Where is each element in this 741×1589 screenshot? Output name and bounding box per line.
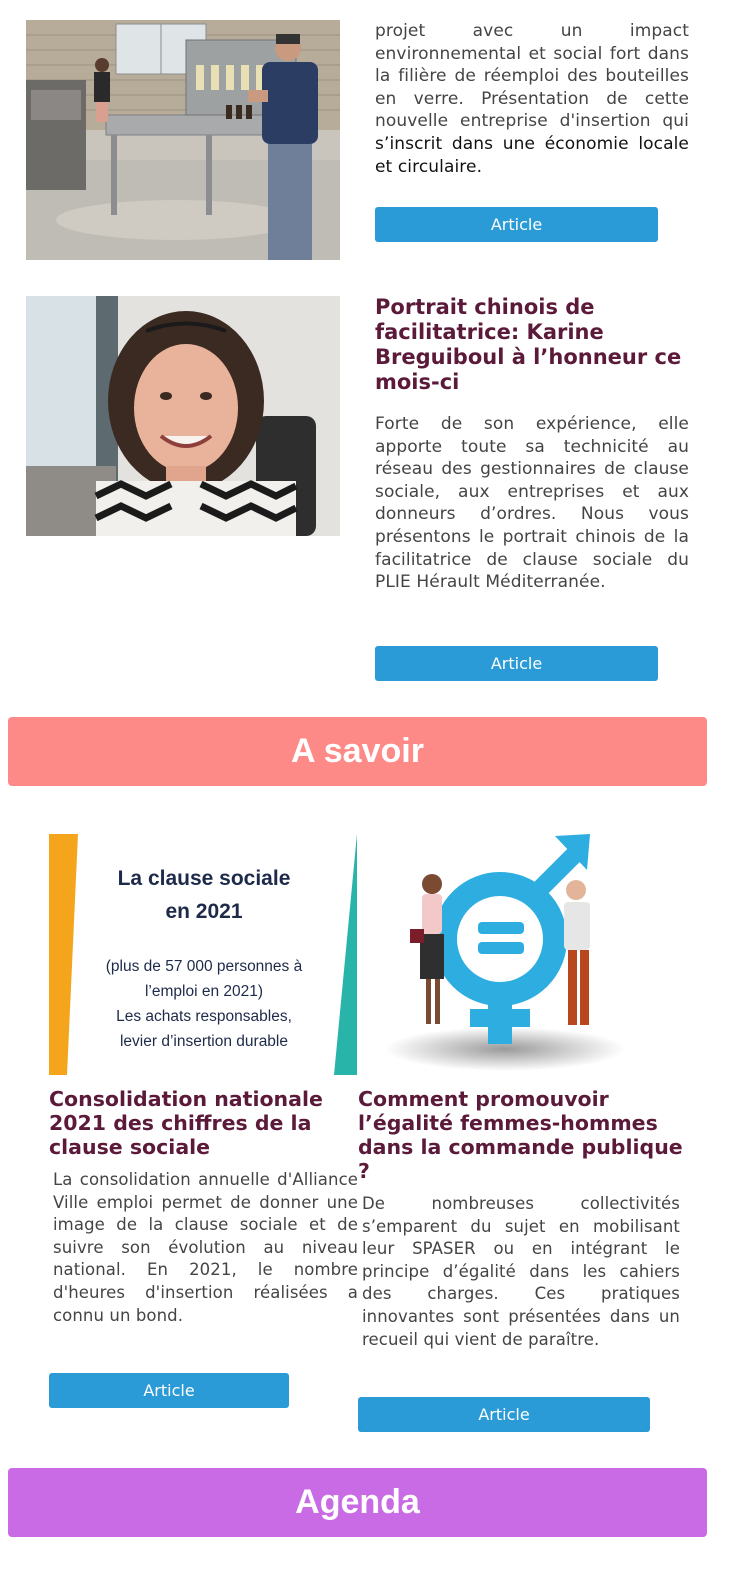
article-2-text: Forte de son expérience, elle apporte toute sa technicité au réseau des gestionnaires de clause sociale, aux entreprises et aux donneurs d’ordres. Nous vous présentons le portrait chinois de la facilitatrice de clause sociale du PLIE Hérault Méditerranée. [375,414,689,593]
section-banner-a-savoir: A savoir [8,717,707,786]
article-1-text-part2: s’inscrit dans une économie locale et circulaire. [375,133,689,177]
section-banner-agenda: Agenda [8,1468,707,1537]
card-right-text: De nombreuses collectivités s’emparent du sujet en mobilisant leur SPASER ou en intégrant le principe d’égalité dans les cahiers des charges. Ces pratiques innovantes sont présentées dans un recueil qui vient de paraître. [362,1194,680,1349]
article-1-text [375,20,689,178]
card-right-button[interactable]: Article [358,1397,650,1432]
factory-photo [26,20,340,260]
clause-image-sub1: (plus de 57 000 personnes à l’emploi en 2021) [105,958,303,1000]
article-1-button[interactable]: Article [375,207,658,242]
gender-equality-illustration [380,834,632,1075]
factory-illustration [26,20,340,260]
clause-image-sub2: Les achats responsables, levier d’insertion durable [116,1008,292,1050]
card-right-title[interactable]: Comment promouvoir l’égalité femmes-hommes dans la commande publique ? [358,1087,683,1183]
clause-image-title: La clause sociale en 2021 [117,867,291,923]
clause-sociale-image [49,834,357,1075]
card-left-text: La consolidation annuelle d'Alliance Ville emploi permet de donner une image de la clause sociale et de suivre son évolution au niveau national. En 2021, le nombre d'heures d'insertion réalisées a connu un bond. [53,1170,358,1325]
article-2-button[interactable]: Article [375,646,658,681]
equality-image [380,834,632,1075]
portrait-photo [26,296,340,536]
article-2-title[interactable]: Portrait chinois de facilitatrice: Karine Breguiboul à l’honneur ce mois-ci [375,295,682,394]
portrait-illustration [26,296,340,536]
card-left-title[interactable]: Consolidation nationale 2021 des chiffres de la clause sociale [49,1087,323,1159]
card-left-button[interactable]: Article [49,1373,289,1408]
article-1-text-part1: projet avec un impact environnemental et social fort dans la filière de réemploi des bouteilles en verre. Présentation de cette nouvelle entreprise d'insertion qui [375,21,689,132]
